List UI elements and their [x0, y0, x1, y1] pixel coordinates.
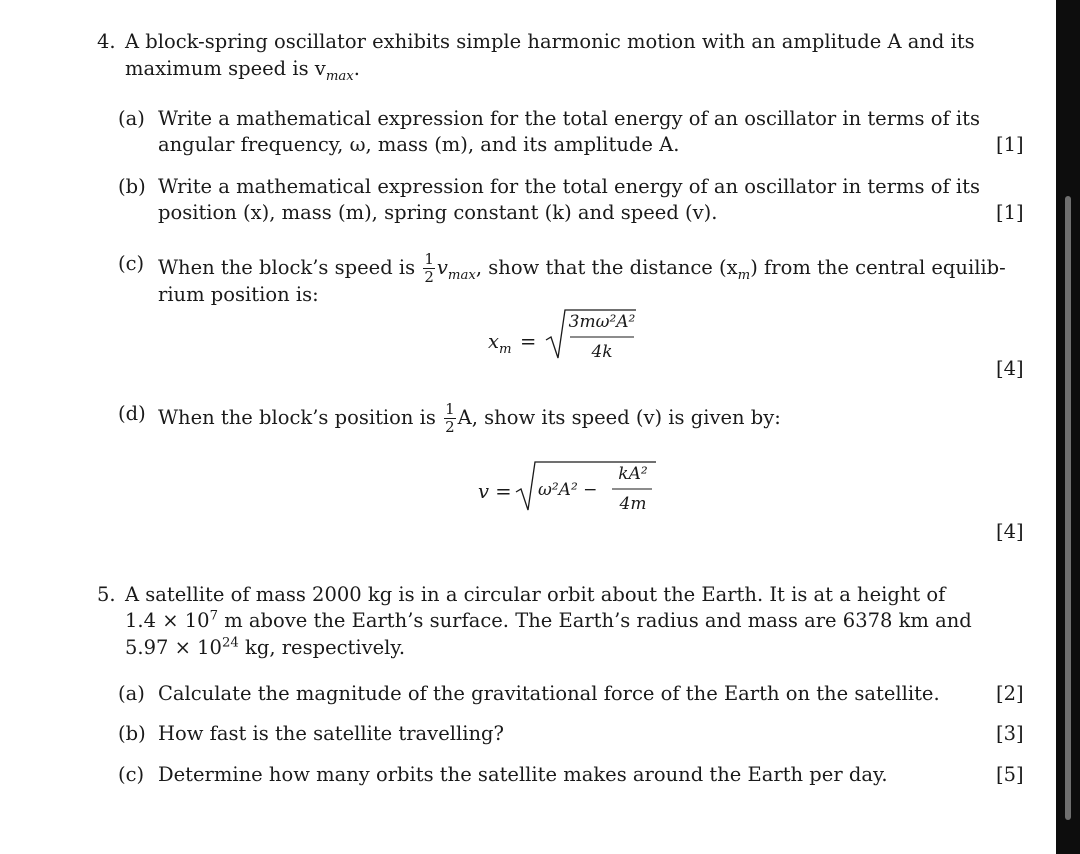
q4a-line2: angular frequency, ω, mass (m), and its amplitude A.	[158, 133, 680, 156]
q4d-label: (d)	[118, 402, 146, 425]
q5a-label: (a)	[118, 682, 145, 705]
q4d-line1: When the block’s position is $\frac{1}{2}$ A, show its speed (v) is given by:	[158, 400, 781, 436]
q4b-line2: position (x), mass (m), spring constant (k) and speed (v).	[158, 201, 718, 224]
q4d-marks: [4]	[996, 520, 1024, 543]
q4a-label: (a)	[118, 107, 145, 130]
q5b-text: How fast is the satellite travelling?	[158, 722, 504, 745]
q5-number: 5.	[97, 583, 116, 606]
q5a-marks: [2]	[996, 682, 1024, 705]
fraction-one-half: $\frac{1}{2}$	[445, 400, 455, 436]
q5-line1: A satellite of mass 2000 kg is in a circular orbit about the Earth. It is at a height of	[125, 583, 946, 606]
equation-xm-denominator: 4k	[591, 342, 613, 362]
fraction-one-half: $\frac{1}{2}$	[424, 250, 434, 286]
q4a-line1: Write a mathematical expression for the total energy of an oscillator in terms of its	[158, 107, 980, 130]
q5c-label: (c)	[118, 763, 145, 786]
q4-intro-line1: A block-spring oscillator exhibits simple harmonic motion with an amplitude A and its	[125, 30, 975, 53]
q5b-marks: [3]	[996, 722, 1024, 745]
q5a-text: Calculate the magnitude of the gravitational force of the Earth on the satellite.	[158, 682, 940, 705]
q4c-line1: When the block’s speed is $\frac{1}{2}$ $v_{max}$, show that the distance $(x_m)$ from the central equilib-	[158, 250, 1006, 286]
equation-v-denominator: 4m	[619, 494, 647, 514]
q5c-text: Determine how many orbits the satellite makes around the Earth per day.	[158, 763, 888, 786]
q4b-marks: [1]	[996, 201, 1024, 224]
equation-xm-numerator: 3mω²A²	[568, 312, 636, 332]
equation-xm: $x_m$ = 3mω²A² 4k	[488, 308, 648, 368]
q4c-label: (c)	[118, 252, 145, 275]
equation-v-numerator: kA²	[618, 464, 648, 484]
q4c-marks: [4]	[996, 357, 1024, 380]
q5b-label: (b)	[118, 722, 146, 745]
scrollbar-thumb[interactable]	[1065, 196, 1071, 820]
q4-intro-line2: maximum speed is $v_{max}$.	[125, 57, 360, 84]
q4c-line2: rium position is:	[158, 283, 319, 306]
q4-number: 4.	[97, 30, 116, 53]
q5-line3: $5.97 \times 10^{24}$ kg, respectively.	[125, 635, 406, 659]
equation-v: v = ω²A² − kA² 4m	[478, 458, 668, 520]
q4b-line1: Write a mathematical expression for the total energy of an oscillator in terms of its	[158, 175, 980, 198]
q4a-marks: [1]	[996, 133, 1024, 156]
q5c-marks: [5]	[996, 763, 1024, 786]
scrollbar-track[interactable]	[1056, 0, 1080, 854]
q5-line2: $1.4 \times 10^7$ m above the Earth’s surface. The Earth’s radius and mass are 6378 km and	[125, 608, 972, 632]
q4b-label: (b)	[118, 175, 146, 198]
